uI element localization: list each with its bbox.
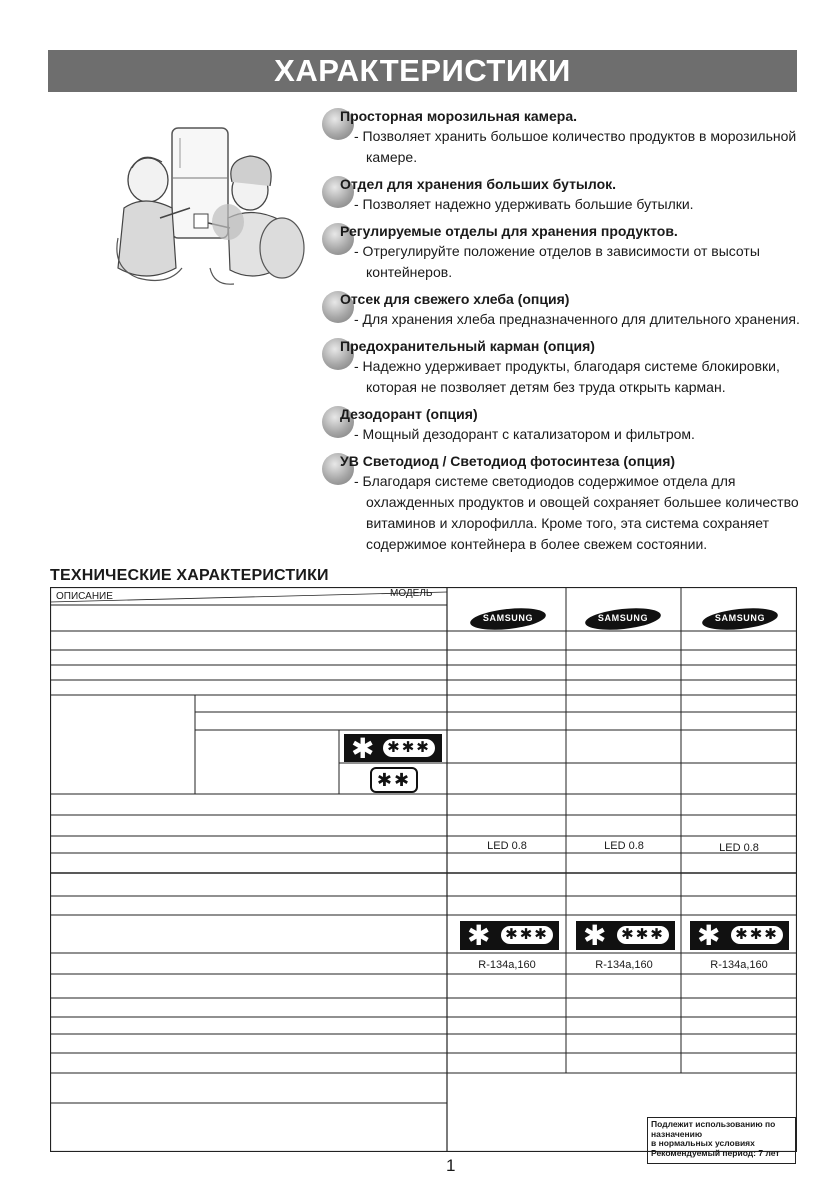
- feature-title: Регулируемые отделы для хранения продуктов.: [340, 223, 678, 239]
- family-fridge-illustration: [110, 118, 310, 298]
- four-star-freezer-rating-icon: ✱ ✱✱✱: [576, 921, 675, 950]
- feature-description: - Благодаря системе светодиодов содержимое отдела для охлажденных продуктов и овощей сохраняет большее количество витаминов и хлорофилла. Кроме того, эта система сохраняет содержимое контейнера в более свежем состоянии.: [354, 473, 799, 552]
- feature-item: [322, 221, 802, 283]
- lamp-value: LED 0.8: [719, 842, 759, 854]
- feature-title: УВ Светодиод / Светодиод фотосинтеза (опция): [340, 453, 676, 469]
- feature-description: - Мощный дезодорант с катализатором и фильтром.: [354, 426, 695, 442]
- feature-description: - Отрегулируйте положение отделов в зависимости от высоты контейнеров.: [354, 243, 760, 280]
- four-star-freezer-rating-icon: ✱ ✱✱✱: [460, 921, 559, 950]
- feature-title: Отдел для хранения больших бутылок.: [340, 176, 617, 192]
- feature-description: - Для хранения хлеба предназначенного для длительного хранения.: [354, 311, 800, 327]
- samsung-logo: SAMSUNG: [702, 609, 778, 629]
- four-star-freezer-rating-icon: ✱ ✱✱✱: [344, 734, 442, 762]
- feature-item: [322, 451, 802, 555]
- feature-title: Отсек для свежего хлеба (опция): [340, 291, 570, 307]
- usage-note-line: в нормальных условиях: [651, 1138, 755, 1148]
- feature-description: - Позволяет хранить большое количество продуктов в морозильной камере.: [354, 128, 797, 165]
- refrigerant-value: R-134a,160: [478, 959, 536, 971]
- feature-title: Просторная морозильная камера.: [340, 108, 578, 124]
- two-star-rating-icon: ✱✱: [370, 767, 418, 793]
- feature-title: Предохранительный карман (опция): [340, 338, 595, 354]
- feature-description: - Надежно удерживает продукты, благодаря системе блокировки, которая не позволяет детям без труда открыть карман.: [354, 358, 780, 395]
- features-list: [322, 106, 802, 561]
- samsung-logo: SAMSUNG: [470, 609, 546, 629]
- feature-item: [322, 289, 802, 330]
- samsung-logo: SAMSUNG: [585, 609, 661, 629]
- page-title: ХАРАКТЕРИСТИКИ: [48, 50, 797, 92]
- header-description-label: ОПИСАНИЕ: [56, 591, 113, 602]
- lamp-value: LED 0.8: [604, 840, 644, 852]
- refrigerant-value: R-134a,160: [710, 959, 768, 971]
- feature-item: [322, 404, 802, 445]
- four-star-freezer-rating-icon: ✱ ✱✱✱: [690, 921, 789, 950]
- feature-item: [322, 106, 802, 168]
- page-number: 1: [446, 1156, 456, 1175]
- spec-table: [50, 587, 797, 1152]
- feature-item: [322, 174, 802, 215]
- feature-title: Дезодорант (опция): [340, 406, 478, 422]
- feature-item: [322, 336, 802, 398]
- spec-table-grid: [50, 587, 797, 1152]
- refrigerant-value: R-134a,160: [595, 959, 653, 971]
- header-model-label: МОДЕЛЬ: [390, 588, 433, 599]
- usage-note-line: Подлежит использованию по назначению: [651, 1119, 776, 1139]
- feature-description: - Позволяет надежно удерживать большие бутылки.: [354, 196, 694, 212]
- usage-note-line: Рекомендуемый период: 7 лет: [651, 1147, 780, 1158]
- usage-note: [647, 1117, 796, 1164]
- tech-specs-heading: ТЕХНИЧЕСКИЕ ХАРАКТЕРИСТИКИ: [50, 567, 329, 584]
- lamp-value: LED 0.8: [487, 840, 527, 852]
